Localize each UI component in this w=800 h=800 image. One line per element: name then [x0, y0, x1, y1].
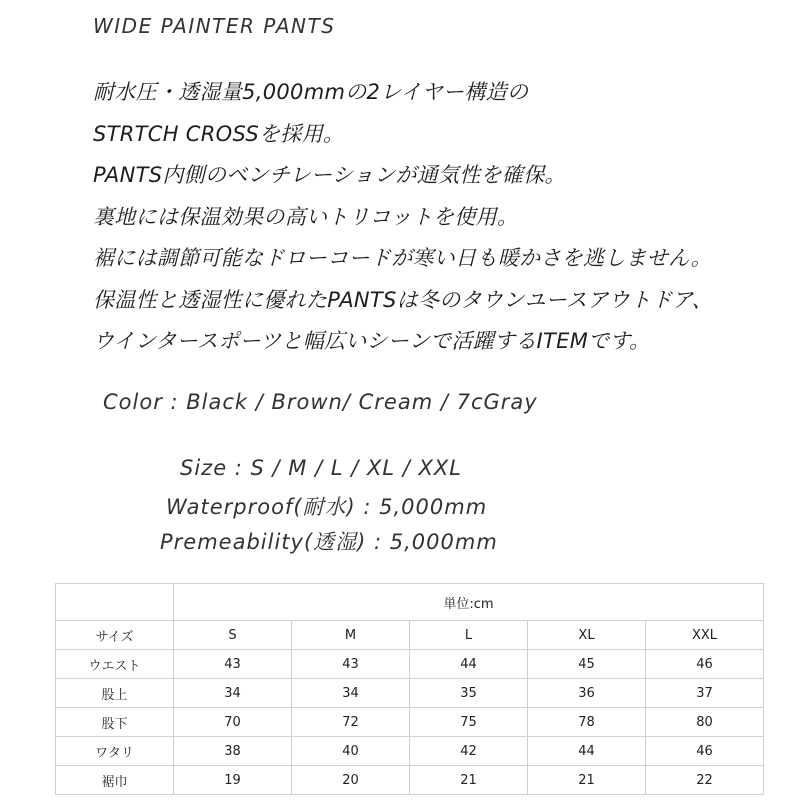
table-cell: 45 [528, 650, 646, 679]
description-line: ウインタースポーツと幅広いシーンで活躍するITEMです。 [93, 329, 651, 353]
table-cell: 46 [646, 737, 764, 766]
row-label: ワタリ [56, 737, 174, 766]
header-cell: XXL [646, 621, 764, 650]
table-cell: 42 [410, 737, 528, 766]
size-table-unit-row [56, 584, 764, 621]
color-options: Color : Black / Brown/ Cream / 7cGray [103, 390, 538, 414]
table-row [56, 650, 764, 679]
description-line: PANTS内側のベンチレーションが通気性を確保。 [93, 163, 566, 187]
size-table [55, 583, 764, 795]
table-cell: 43 [174, 650, 292, 679]
table-cell: 38 [174, 737, 292, 766]
table-corner-cell [56, 584, 174, 621]
description-line: 耐水圧・透湿量5,000mmの2レイヤー構造の [93, 80, 529, 104]
table-row [56, 737, 764, 766]
table-cell: 78 [528, 708, 646, 737]
header-cell: XL [528, 621, 646, 650]
product-title: WIDE PAINTER PANTS [93, 14, 336, 38]
header-cell: L [410, 621, 528, 650]
table-cell: 20 [292, 766, 410, 795]
table-cell: 46 [646, 650, 764, 679]
table-cell: 75 [410, 708, 528, 737]
table-row [56, 708, 764, 737]
table-cell: 70 [174, 708, 292, 737]
table-cell: 34 [292, 679, 410, 708]
row-label: 股下 [56, 708, 174, 737]
table-cell: 19 [174, 766, 292, 795]
table-cell: 44 [528, 737, 646, 766]
row-label: 股上 [56, 679, 174, 708]
description-line: 裏地には保温効果の高いトリコットを使用。 [93, 204, 519, 229]
size-options: Size : S / M / L / XL / XXL [180, 456, 462, 480]
table-cell: 21 [410, 766, 528, 795]
table-row [56, 766, 764, 795]
size-table-header-row [56, 621, 764, 650]
table-row [56, 679, 764, 708]
table-cell: 44 [410, 650, 528, 679]
table-cell: 22 [646, 766, 764, 795]
table-cell: 35 [410, 679, 528, 708]
table-cell: 36 [528, 679, 646, 708]
header-cell: M [292, 621, 410, 650]
product-description [93, 78, 713, 369]
table-cell: 21 [528, 766, 646, 795]
table-cell: 40 [292, 737, 410, 766]
unit-label: 単位:cm [174, 584, 764, 621]
premeability-spec: Premeability(透湿) : 5,000mm [160, 530, 498, 554]
table-cell: 37 [646, 679, 764, 708]
table-cell: 43 [292, 650, 410, 679]
description-line: STRTCH CROSSを採用。 [93, 121, 345, 146]
waterproof-spec: Waterproof(耐水) : 5,000mm [166, 495, 488, 519]
description-line: 裾には調節可能なドローコードが寒い日も暖かさを逃しません。 [93, 246, 712, 270]
row-label: ウエスト [56, 650, 174, 679]
row-label: 裾巾 [56, 766, 174, 795]
header-cell: S [174, 621, 292, 650]
table-cell: 34 [174, 679, 292, 708]
header-cell: サイズ [56, 621, 174, 650]
table-cell: 80 [646, 708, 764, 737]
description-line: 保温性と透湿性に優れたPANTSは冬のタウンユースアウトドア、 [93, 287, 713, 312]
table-cell: 72 [292, 708, 410, 737]
